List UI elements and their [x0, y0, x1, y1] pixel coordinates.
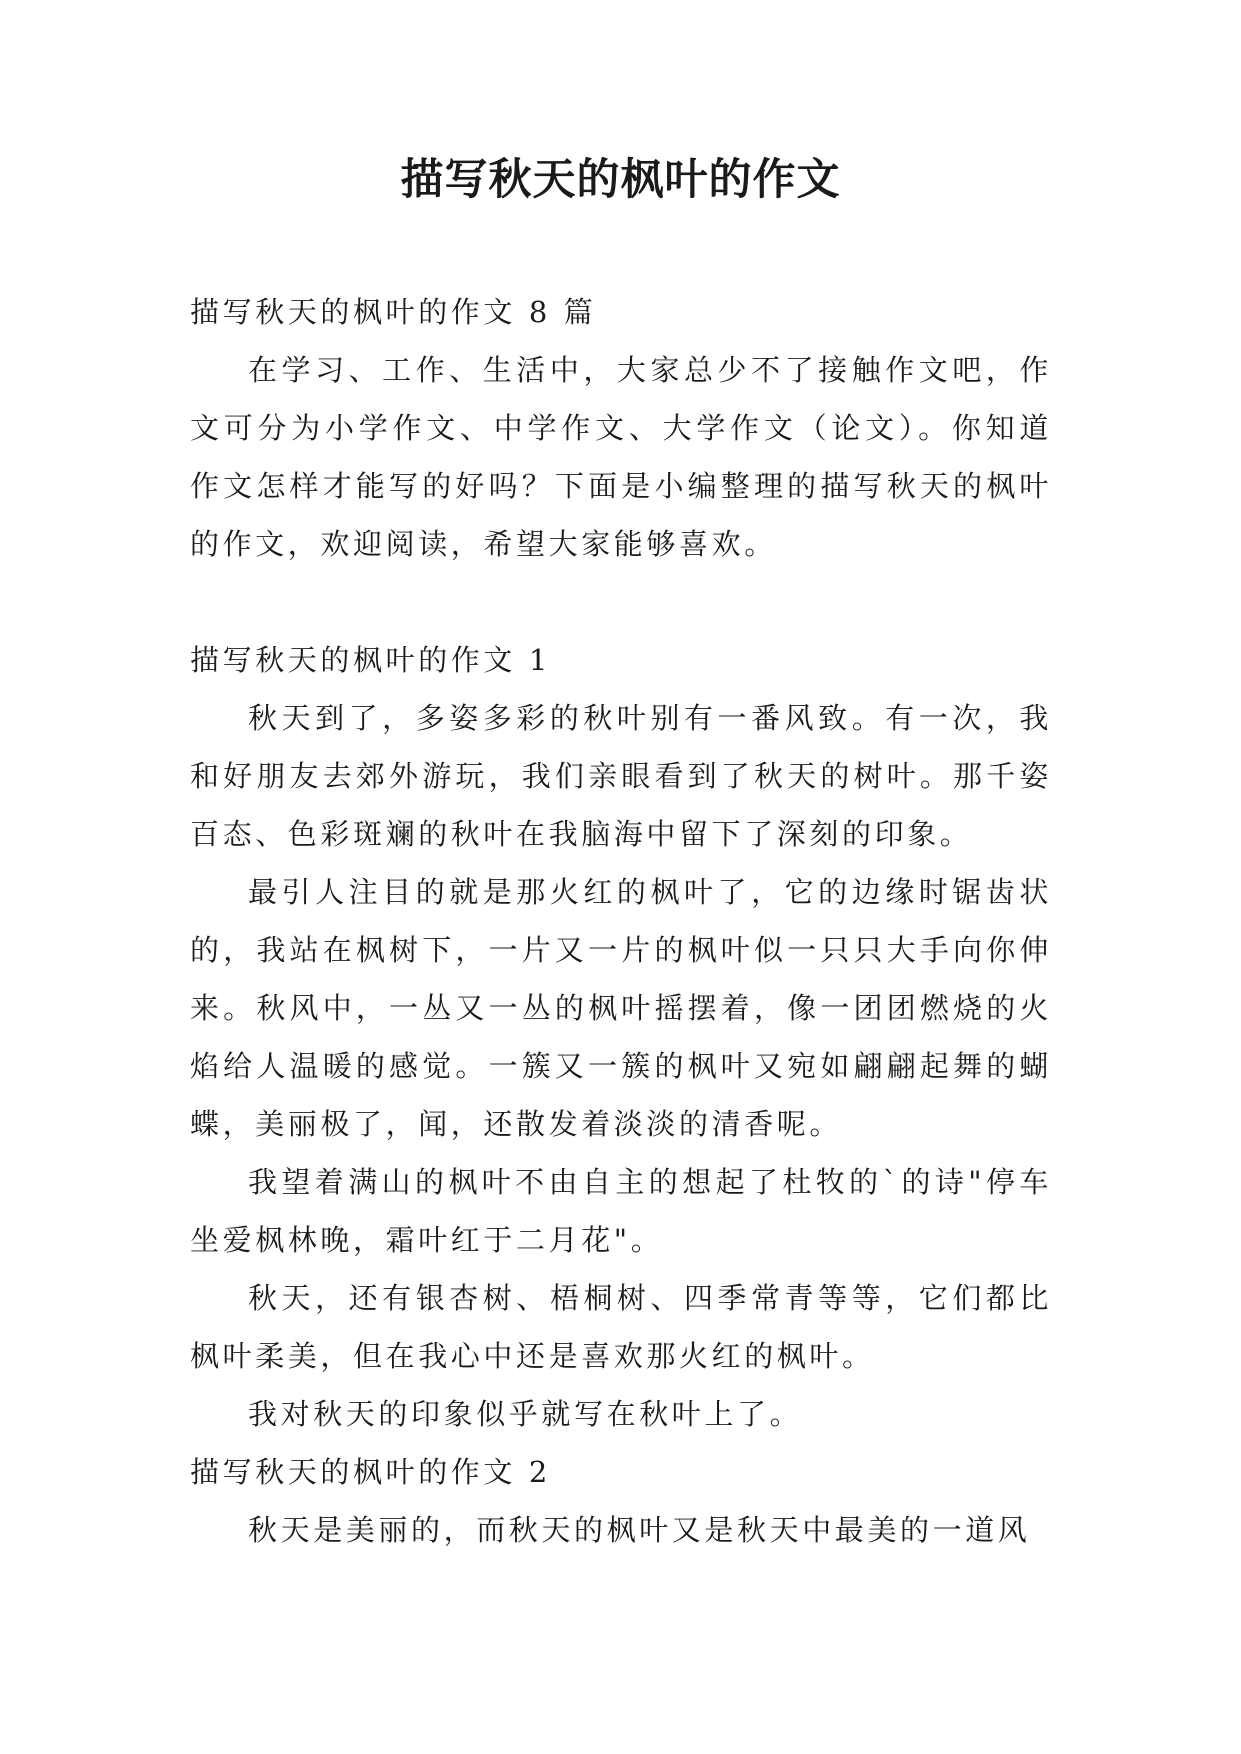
intro-heading: 描写秋天的枫叶的作文 8 篇	[190, 295, 597, 329]
document-title: 描写秋天的枫叶的作文	[400, 155, 841, 205]
intro-paragraph: 在学习、工作、生活中，大家总少不了接触作文吧，作文可分为小学作文、中学作文、大学作文（论文）。你知道作文怎样才能写的好吗？下面是小编整理的描写秋天的枫叶的作文，欢迎阅读，希望大家能够喜欢。	[190, 353, 1052, 561]
essay-1-paragraph: 最引人注目的就是那火红的枫叶了，它的边缘时锯齿状的，我站在枫树下，一片又一片的枫叶似一只只大手向你伸来。秋风中，一丛又一丛的枫叶摇摆着，像一团团燃烧的火焰给人温暖的感觉。一簇又一簇的枫叶又宛如翩翩起舞的蝴蝶，美丽极了，闻，还散发着淡淡的清香呢。	[190, 875, 1052, 1141]
section-spacer	[190, 573, 1052, 631]
essay-1-paragraph: 秋天到了，多姿多彩的秋叶别有一番风致。有一次，我和好朋友去郊外游玩，我们亲眼看到了秋天的树叶。那千姿百态、色彩斑斓的秋叶在我脑海中留下了深刻的印象。	[190, 701, 1052, 851]
essay-1-paragraph: 我对秋天的印象似乎就写在秋叶上了。	[248, 1397, 803, 1431]
essay-1-paragraph: 秋天，还有银杏树、梧桐树、四季常青等等，它们都比枫叶柔美，但在我心中还是喜欢那火红的枫叶。	[190, 1281, 1052, 1373]
essay-1-heading: 描写秋天的枫叶的作文 1	[190, 643, 551, 677]
document-body	[190, 283, 1052, 1559]
essay-1-paragraph: 我望着满山的枫叶不由自主的想起了杜牧的`的诗"停车坐爱枫林晚，霜叶红于二月花"。	[190, 1165, 1052, 1257]
essay-2-heading: 描写秋天的枫叶的作文 2	[190, 1455, 551, 1489]
essay-2-paragraph: 秋天是美丽的，而秋天的枫叶又是秋天中最美的一道风	[248, 1513, 1031, 1547]
